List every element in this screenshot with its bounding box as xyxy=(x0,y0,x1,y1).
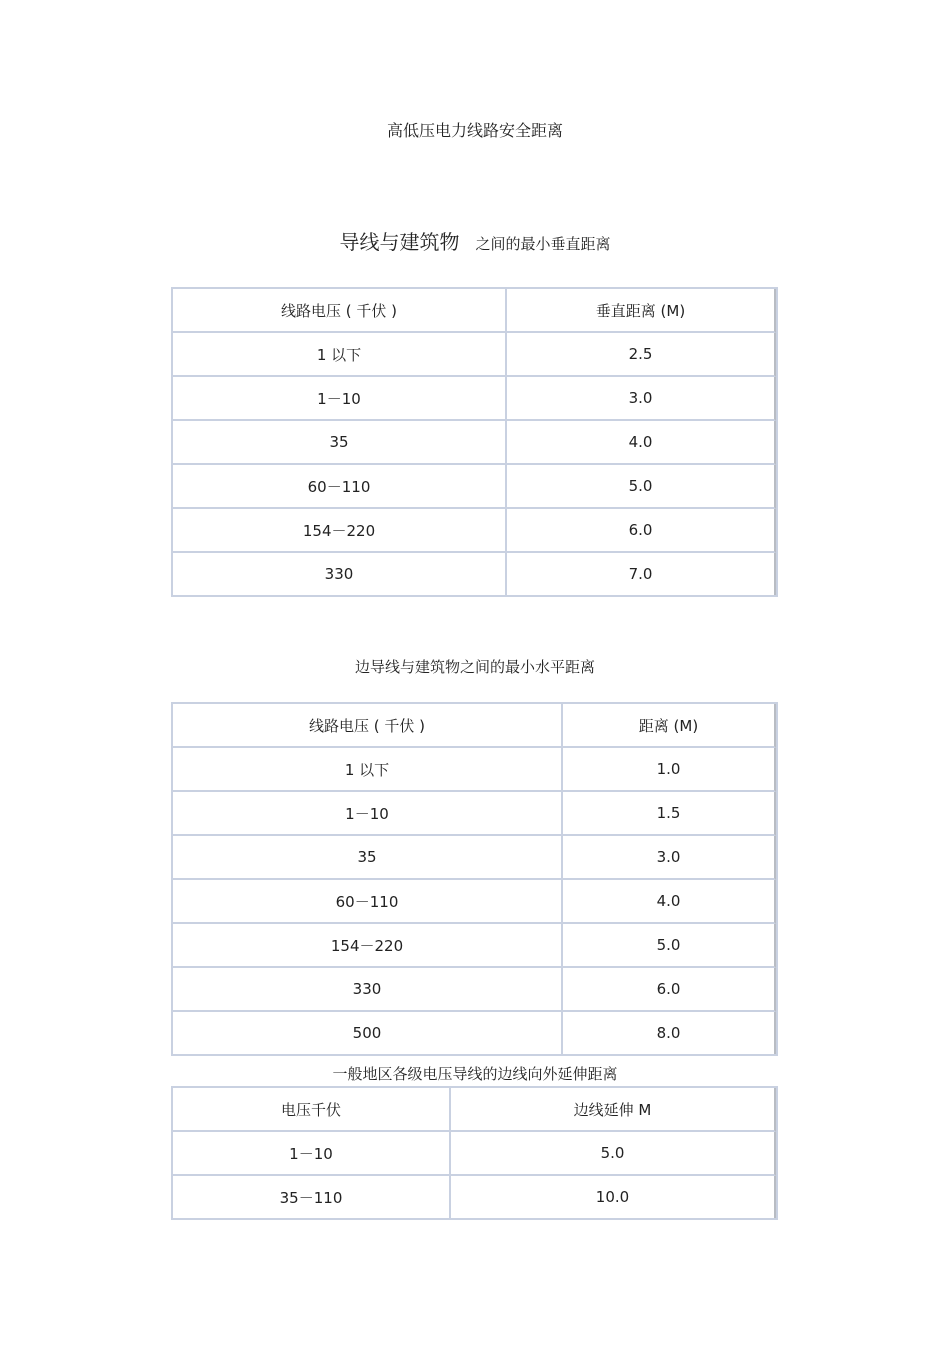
distance-cell: 5.0 xyxy=(563,924,776,968)
table-row xyxy=(173,333,776,377)
distance-cell: 6.0 xyxy=(507,509,776,553)
column-header-distance: 距离 (M) xyxy=(563,704,776,748)
voltage-cell: 1 以下 xyxy=(173,333,507,377)
distance-cell: 1.0 xyxy=(563,748,776,792)
table-row xyxy=(173,1176,776,1218)
voltage-cell: 1－10 xyxy=(173,1132,451,1176)
table-row xyxy=(173,377,776,421)
table-row xyxy=(173,421,776,465)
distance-cell: 3.0 xyxy=(563,836,776,880)
voltage-cell: 1－10 xyxy=(173,377,507,421)
extension-cell: 5.0 xyxy=(451,1132,776,1176)
voltage-cell: 1 以下 xyxy=(173,748,563,792)
table-row xyxy=(173,880,776,924)
voltage-cell: 35 xyxy=(173,836,563,880)
voltage-cell: 35 xyxy=(173,421,507,465)
table-row xyxy=(173,924,776,968)
vertical-distance-table xyxy=(171,287,778,597)
column-header-extension: 边线延伸 M xyxy=(451,1088,776,1132)
table-row xyxy=(173,509,776,553)
voltage-cell: 1－10 xyxy=(173,792,563,836)
distance-cell: 8.0 xyxy=(563,1012,776,1054)
distance-cell: 4.0 xyxy=(563,880,776,924)
table-row xyxy=(173,465,776,509)
distance-cell: 7.0 xyxy=(507,553,776,595)
extension-cell: 10.0 xyxy=(451,1176,776,1218)
voltage-cell: 60－110 xyxy=(173,880,563,924)
table-row xyxy=(173,836,776,880)
table-header-row xyxy=(173,1088,776,1132)
table-row xyxy=(173,748,776,792)
distance-cell: 2.5 xyxy=(507,333,776,377)
column-header-voltage: 线路电压 ( 千伏 ) xyxy=(173,289,507,333)
extension-distance-table xyxy=(171,1086,778,1220)
section2-heading: 边导线与建筑物之间的最小水平距离 xyxy=(354,658,595,676)
document-title: 高低压电力线路安全距离 xyxy=(386,121,563,140)
table-header-row xyxy=(173,289,776,333)
voltage-cell: 330 xyxy=(173,968,563,1012)
voltage-cell: 330 xyxy=(173,553,507,595)
distance-cell: 3.0 xyxy=(507,377,776,421)
column-header-voltage: 线路电压 ( 千伏 ) xyxy=(173,704,563,748)
section1-heading-sub: 之间的最小垂直距离 xyxy=(475,235,611,253)
voltage-cell: 154－220 xyxy=(173,509,507,553)
distance-cell: 6.0 xyxy=(563,968,776,1012)
table-row xyxy=(173,792,776,836)
voltage-cell: 35－110 xyxy=(173,1176,451,1218)
horizontal-distance-table xyxy=(171,702,778,1056)
voltage-cell: 500 xyxy=(173,1012,563,1054)
table-row xyxy=(173,968,776,1012)
table-row xyxy=(173,1132,776,1176)
table-row xyxy=(173,553,776,595)
voltage-cell: 154－220 xyxy=(173,924,563,968)
distance-cell: 1.5 xyxy=(563,792,776,836)
table-row xyxy=(173,1012,776,1054)
section1-heading xyxy=(0,226,950,255)
distance-cell: 5.0 xyxy=(507,465,776,509)
column-header-voltage: 电压千伏 xyxy=(173,1088,451,1132)
section1-heading-main: 导线与建筑物 xyxy=(339,230,460,254)
section3-heading: 一般地区各级电压导线的边线向外延伸距离 xyxy=(332,1065,618,1083)
distance-cell: 4.0 xyxy=(507,421,776,465)
column-header-distance: 垂直距离 (M) xyxy=(507,289,776,333)
table-header-row xyxy=(173,704,776,748)
voltage-cell: 60－110 xyxy=(173,465,507,509)
